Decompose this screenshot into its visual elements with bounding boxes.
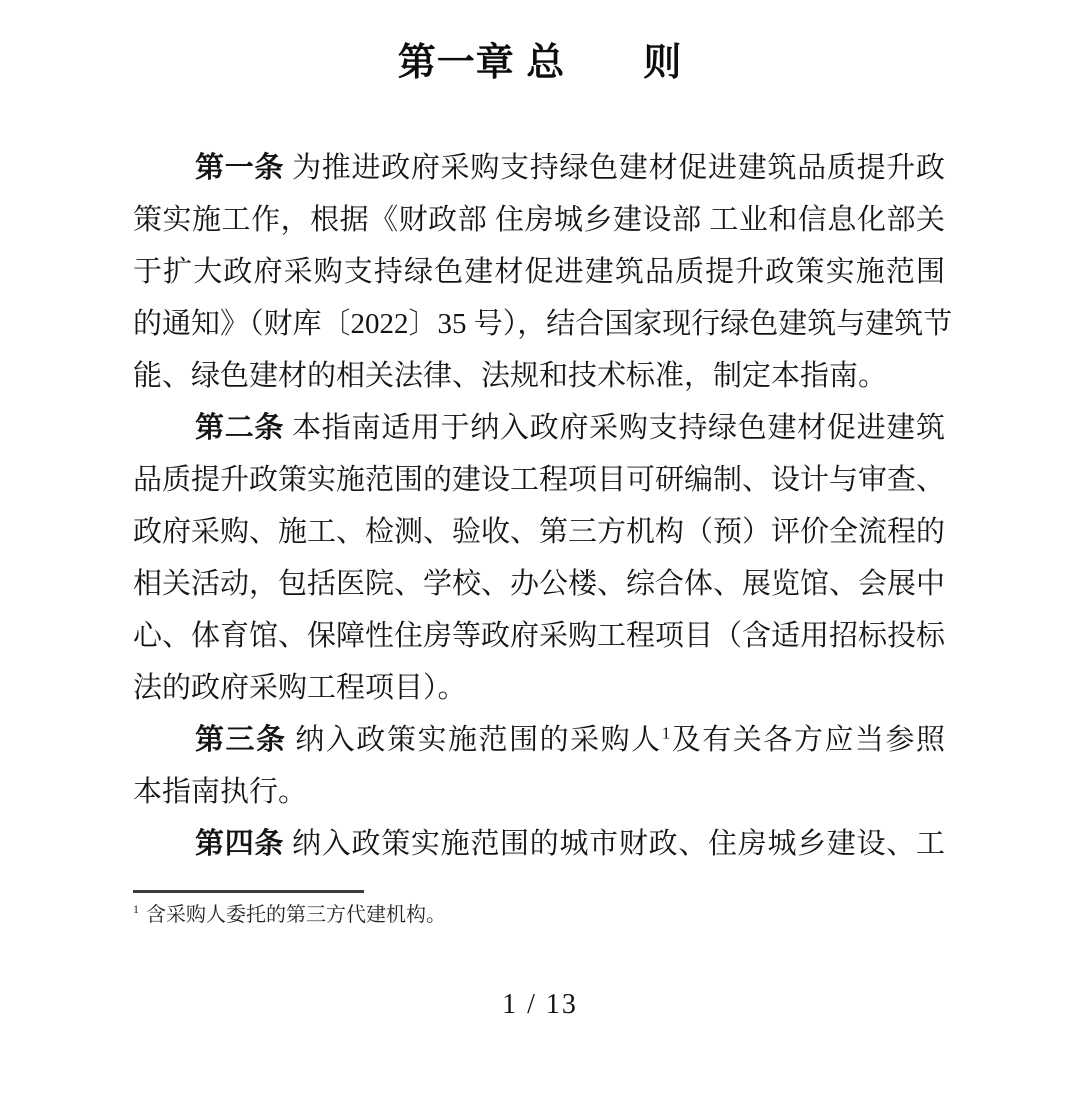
article-label: 第四条 <box>195 828 285 860</box>
footnote <box>133 900 945 930</box>
footnote-ref: 1 <box>661 723 671 743</box>
footnote-text: 含采购人委托的第三方代建机构。 <box>146 904 446 926</box>
text-line <box>133 610 945 662</box>
text-line <box>133 818 945 870</box>
text-run: 为推进政府采购支持绿色建材促进建筑品质提升政 <box>284 152 945 184</box>
paragraph <box>133 142 953 402</box>
paragraph <box>133 818 945 870</box>
text-run: 相关活动，包括医院、学校、办公楼、综合体、展览馆、会展中 <box>133 568 946 600</box>
footnote-separator <box>133 890 364 893</box>
text-line <box>133 766 945 818</box>
footnote-marker: 1 <box>133 902 139 917</box>
text-run: 于扩大政府采购支持绿色建材促进建筑品质提升政策实施范围 <box>133 256 945 288</box>
article-label: 第一条 <box>195 152 285 184</box>
article-label: 第二条 <box>195 412 285 444</box>
text-line <box>133 714 945 766</box>
text-run: 的通知》（财库〔2022〕35 号），结合国家现行绿色建筑与建筑节 <box>133 308 953 340</box>
text-run: 纳入政策实施范围的采购人 <box>286 724 662 756</box>
text-run: 纳入政策实施范围的城市财政、住房城乡建设、工 <box>284 828 945 860</box>
paragraph <box>133 714 945 818</box>
text-line <box>133 558 945 610</box>
chapter-title: 第一章 总 则 <box>397 42 683 84</box>
text-run: 政府采购、施工、检测、验收、第三方机构（预）评价全流程的 <box>133 516 946 548</box>
text-line <box>133 506 945 558</box>
text-line <box>133 246 945 298</box>
text-line <box>133 662 945 714</box>
document-body <box>133 142 953 870</box>
paragraph <box>133 402 945 714</box>
text-run: 品质提升政策实施范围的建设工程项目可研编制、设计与审查、 <box>133 464 946 496</box>
text-line <box>133 298 953 350</box>
text-run: 策实施工作，根据《财政部 住房城乡建设部 工业和信息化部关 <box>133 204 945 236</box>
text-run: 法的政府采购工程项目）。 <box>133 672 467 704</box>
text-run: 及有关各方应当参照 <box>670 724 945 756</box>
text-run: 本指南执行。 <box>133 776 308 808</box>
text-line <box>133 402 945 454</box>
text-line <box>133 142 945 194</box>
text-run: 能、绿色建材的相关法律、法规和技术标准，制定本指南。 <box>133 360 888 392</box>
text-line <box>133 350 945 402</box>
text-run: 心、体育馆、保障性住房等政府采购工程项目（含适用招标投标 <box>133 620 946 652</box>
text-line <box>133 454 945 506</box>
page-number: 1 / 13 <box>502 989 578 1020</box>
text-line <box>133 194 945 246</box>
article-label: 第三条 <box>195 724 287 756</box>
text-run: 本指南适用于纳入政府采购支持绿色建材促进建筑 <box>284 412 945 444</box>
